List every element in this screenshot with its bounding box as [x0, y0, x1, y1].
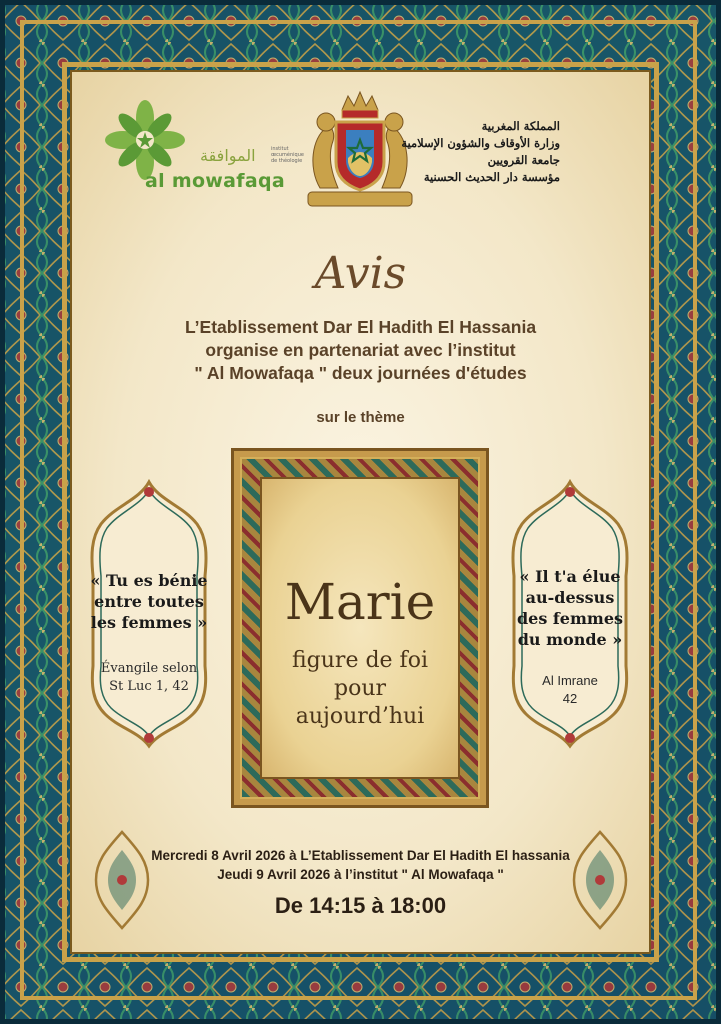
- reference-line: Al Imrane: [542, 673, 598, 688]
- intro-line: " Al Mowafaqa " deux journées d'études: [194, 363, 527, 383]
- quote-line: « Tu es bénie: [90, 571, 208, 590]
- right-quote-reference: [508, 672, 632, 708]
- reference-line: 42: [562, 691, 578, 706]
- theme-panel: [231, 448, 489, 808]
- theme-subtitle: [262, 647, 458, 731]
- arabic-line: المملكة المغربية: [481, 119, 560, 133]
- al-mowafaqa-logo: [105, 100, 304, 200]
- left-quote-reference: [87, 660, 211, 696]
- subtitle-line: figure de foi: [292, 648, 428, 673]
- intro-line: organise en partenariat avec l’institut: [205, 340, 516, 360]
- reference-line: St Luc 1, 42: [109, 679, 189, 694]
- subtitle-line: pour: [333, 676, 386, 701]
- notice-title: Avis: [314, 248, 407, 299]
- left-quote-text: [87, 570, 211, 633]
- panel-inner: [260, 477, 460, 779]
- arabic-line: مؤسسة دار الحديث الحسنية: [423, 170, 560, 184]
- intro-line: L’Etablissement Dar El Hadith El Hassania: [184, 317, 537, 337]
- schedule-time: De 14:15 à 18:00: [274, 893, 447, 918]
- schedule-day-1: Mercredi 8 Avril 2026 à L’Etablissement Dar El Hadith El hassania: [151, 848, 570, 863]
- leaf-star-icon: [105, 100, 185, 180]
- logo-subtitle: institut œcuménique de théologie: [271, 146, 304, 164]
- logo-arabic-name: الموافقة: [200, 146, 256, 165]
- theme-label: sur le thème: [316, 409, 405, 426]
- schedule-day-2: Jeudi 9 Avril 2026 à l’institut " Al Mowafaqa ": [217, 867, 504, 882]
- quote-line: des femmes: [516, 609, 624, 628]
- notice-intro: [100, 316, 621, 385]
- quote-line: entre toutes: [94, 592, 204, 611]
- arabic-line: جامعة القرويين: [487, 153, 560, 167]
- quote-line: au-dessus: [525, 588, 615, 607]
- quote-line: les femmes »: [90, 613, 208, 632]
- theme-title: Marie: [284, 573, 436, 631]
- right-quote-text: [508, 566, 632, 650]
- left-quote-cartouche: [87, 476, 211, 752]
- quote-line: du monde »: [517, 630, 623, 649]
- logo-latin-name: al mowafaqa: [145, 170, 285, 192]
- right-quote-cartouche: [508, 476, 632, 752]
- reference-line: Évangile selon: [100, 661, 198, 676]
- ministry-arabic-heading: [401, 118, 560, 186]
- arabic-line: وزارة الأوقاف والشؤون الإسلامية: [401, 136, 560, 150]
- quote-line: « Il t'a élue: [519, 567, 621, 586]
- subtitle-line: aujourd’hui: [295, 704, 425, 729]
